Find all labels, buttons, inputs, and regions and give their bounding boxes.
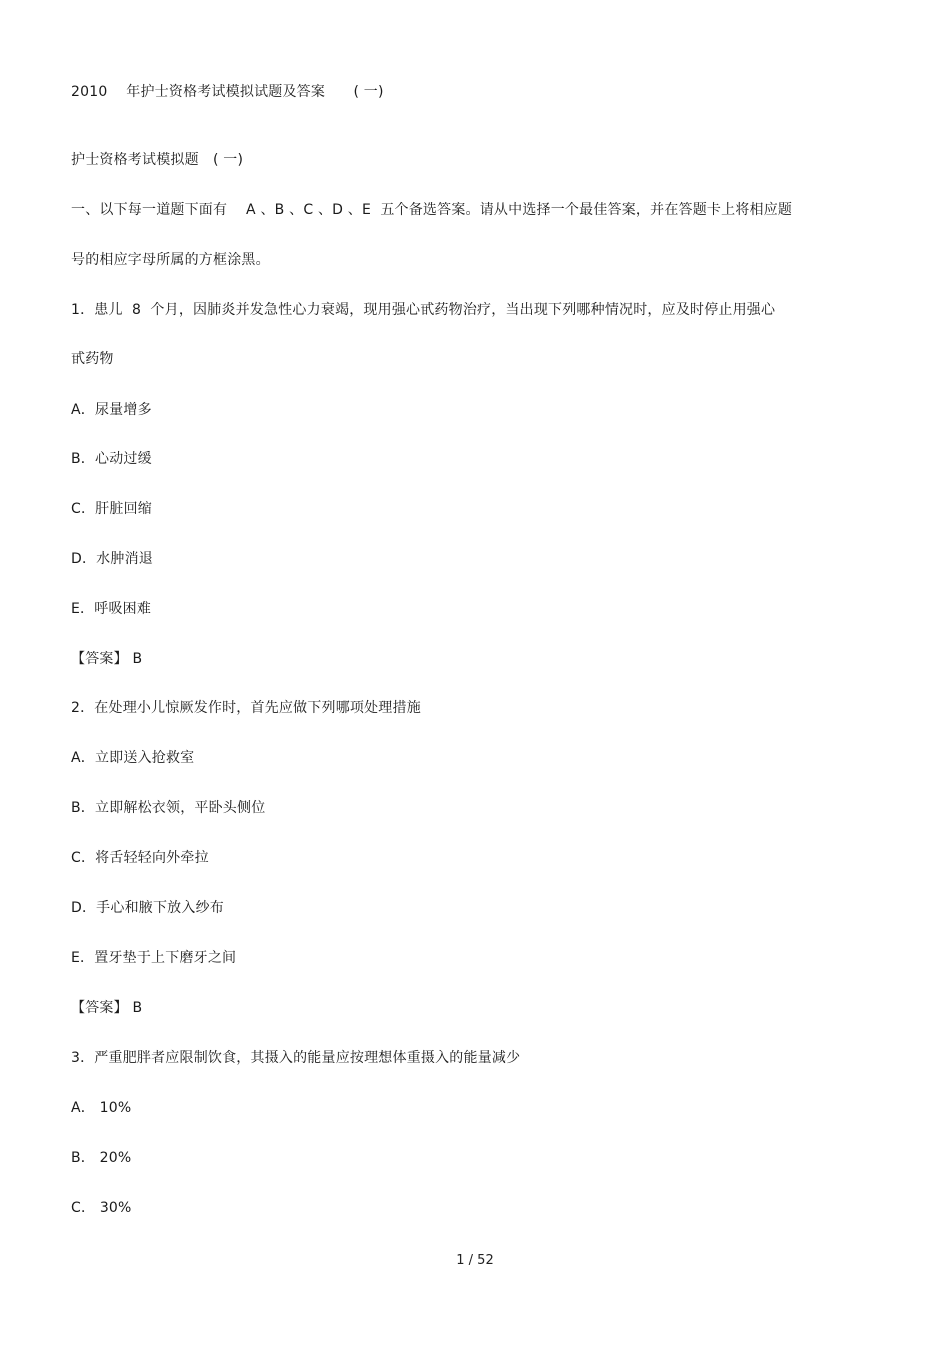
- question-2-option-a: A．立即送入抢救室: [71, 750, 195, 766]
- question-2-option-e: E．置牙垫于上下磨牙之间: [71, 950, 237, 966]
- question-1-answer: 【答案】 B: [71, 651, 143, 667]
- question-2-option-b: B．立即解松衣领，平卧头侧位: [71, 800, 266, 816]
- question-3-option-c: C． 30%: [71, 1200, 132, 1216]
- document-title: 2010 年护士资格考试模拟试题及答案 ( 一): [71, 84, 384, 100]
- question-1-option-b: B．心动过缓: [71, 451, 152, 467]
- question-1-stem-cont: 甙药物: [71, 351, 114, 367]
- question-2-answer: 【答案】 B: [71, 1000, 143, 1016]
- question-3-option-b: B． 20%: [71, 1150, 132, 1166]
- question-3-option-a: A． 10%: [71, 1100, 132, 1116]
- instructions-line-1: 一、以下每一道题下面有 A 、B 、C 、D 、E 五个备选答案。请从中选择一个最佳答案，并在答题卡上将相应题: [71, 202, 793, 218]
- question-1-option-c: C．肝脏回缩: [71, 501, 152, 517]
- question-2-option-d: D．手心和腋下放入纱布: [71, 900, 224, 916]
- question-2-stem: 2．在处理小儿惊厥发作时，首先应做下列哪项处理措施: [71, 700, 421, 716]
- document-subtitle: 护士资格考试模拟题 ( 一): [71, 152, 244, 168]
- question-1-option-a: A．尿量增多: [71, 402, 152, 418]
- instructions-line-2: 号的相应字母所属的方框涂黑。: [71, 252, 270, 268]
- question-1-stem: 1．患儿 8 个月，因肺炎并发急性心力衰竭，现用强心甙药物治疗，当出现下列哪种情况时，应及时停止用强心: [71, 302, 776, 318]
- question-1-option-e: E．呼吸困难: [71, 601, 152, 617]
- question-3-stem: 3．严重肥胖者应限制饮食，其摄入的能量应按理想体重摄入的能量减少: [71, 1050, 521, 1066]
- question-2-option-c: C．将舌轻轻向外牵拉: [71, 850, 209, 866]
- page-number: 1 / 52: [456, 1253, 494, 1268]
- question-1-option-d: D．水肿消退: [71, 551, 153, 567]
